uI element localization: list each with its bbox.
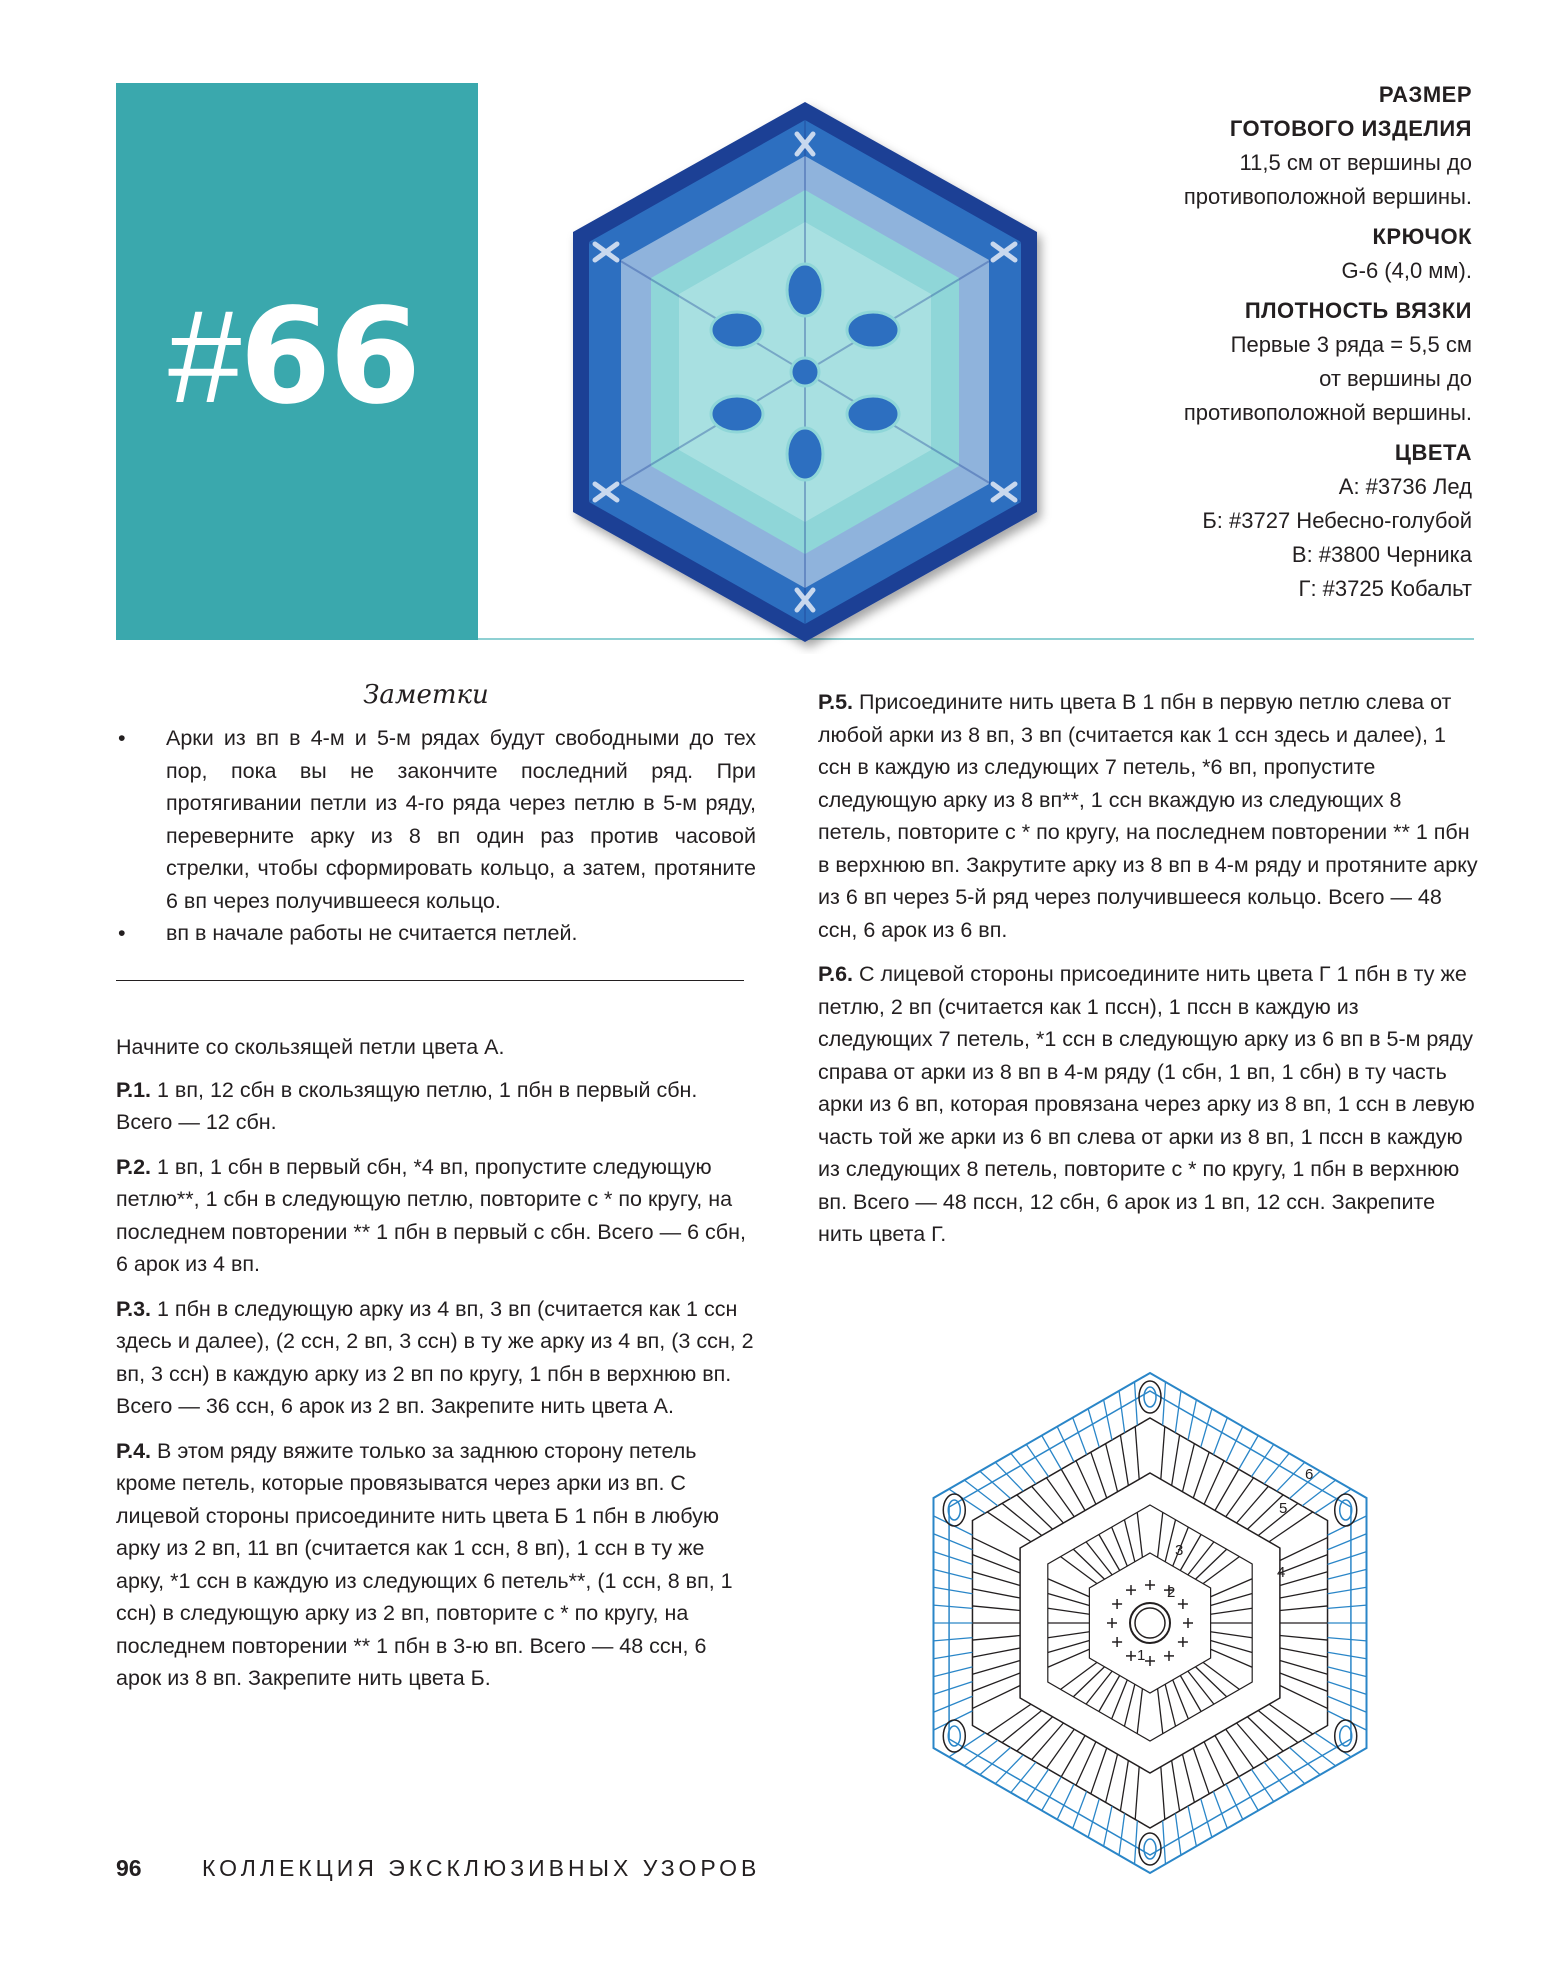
row-label: 2 — [1167, 1584, 1176, 1601]
spec-value-colors: А: #3736 Лед Б: #3727 Небесно-голубой В: #3800 Черника Г: #3725 Кобальт — [1202, 474, 1472, 601]
row-label: 5 — [1279, 1500, 1288, 1517]
right-column — [818, 686, 1478, 1263]
pattern-specs — [1002, 78, 1472, 606]
intro-text: Начните со скользящей петли цвета А. — [116, 1035, 505, 1059]
pattern-number: #66 — [168, 280, 420, 434]
crochet-chart-diagram — [905, 1355, 1395, 1890]
row-instruction: Р.6. С лицевой стороны присоедините нить цвета Г 1 пбн в ту же петлю, 2 вп (считается как 1 пссн), 1 пссн в каждую из следующих 7 петель, *1 ссн в следующую арку из 6 вп в 5-м ряду справа от арки из 8 вп в 4-м ряду (1 сбн, 1 вп, 1 сбн) в ту часть арки из 6 вп, которая провязана через арку из 8 вп, 1 ссн в левую часть той же арки из 6 вп слева от арки из 8 вп, 1 пссн в каждую из следующих 8 петель, повторите с * по кругу, 1 пбн в верхнюю вп. Всего — 48 пссн, 12 сбн, 6 арок из 1 вп, 12 ссн. Закрепите нить цвета Г. — [818, 962, 1475, 1246]
spec-value-hook: G-6 (4,0 мм). — [1341, 258, 1472, 283]
spec-heading-gauge: ПЛОТНОСТЬ ВЯЗКИ — [1244, 298, 1472, 323]
notes-title: Заметки — [363, 680, 489, 710]
note-item: • Арки из вп в 4-м и 5-м рядах будут свободными до тех пор, пока вы не закончите последний ряд. При протягивании петли из 4-го ряда через петлю в 5-м ряду, переверните арку из 8 вп один раз против часовой стрелки, чтобы сформировать кольцо, а затем, протяните 6 вп через получившееся кольцо. — [118, 726, 756, 913]
spec-heading-size: РАЗМЕР ГОТОВОГО ИЗДЕЛИЯ — [1229, 82, 1472, 141]
spec-heading-colors: ЦВЕТА — [1394, 440, 1472, 465]
notes-list — [116, 722, 756, 950]
page-number: 96 — [116, 1855, 142, 1881]
notes-divider — [116, 980, 744, 982]
book-title: КОЛЛЕКЦИЯ ЭКСКЛЮЗИВНЫХ УЗОРОВ — [201, 1855, 761, 1881]
row-instruction: Р.2. 1 вп, 1 сбн в первый сбн, *4 вп, пропустите следующую петлю**, 1 сбн в следующую петлю, повторите с * по кругу, на последнем повторении ** 1 пбн в первый с сбн. Всего — 6 сбн, 6 арок из 4 вп. — [116, 1154, 746, 1276]
left-column — [116, 680, 756, 1707]
spec-value-size: 11,5 см от вершины до противоположной вершины. — [1183, 150, 1472, 209]
row-instruction: Р.5. Присоедините нить цвета В 1 пбн в первую петлю слева от любой арки из 8 вп, 3 вп (считается как 1 ссн здесь и далее), 1 ссн в каждую из следующих 7 петель, *6 вп, пропустите следующую арку из 8 вп**, 1 ссн вкаждую из следующих 8 петель, повторите с * по кругу, на последнем повторении ** 1 пбн в верхнюю вп. Закрутите арку из 8 вп в 4-м ряду и протяните арку из 6 вп через 5-й ряд через получившееся кольцо. Всего — 48 ссн, 6 арок из 6 вп. — [818, 690, 1478, 942]
spec-value-gauge: Первые 3 ряда = 5,5 см от вершины до противоположной вершины. — [1183, 332, 1472, 425]
row-label: 4 — [1277, 1564, 1286, 1581]
row-instruction: Р.4. В этом ряду вяжите только за заднюю сторону петель кроме петель, которые провязыватся через арки из вп. С лицевой стороны присоедините нить цвета Б 1 пбн в любую арку из 2 вп, 11 вп (считается как 1 ссн, 8 вп), 1 ссн в ту же арку, *1 ссн в каждую из следующих 6 петель**, (1 ссн, 8 вп, 1 ссн) в следующую арку из 2 вп, повторите с * по кругу, на последнем повторении ** 1 пбн в 3-ю вп. Всего — 48 ссн, 6 арок из 8 вп. Закрепите нить цвета Б. — [116, 1438, 733, 1690]
row-label: 3 — [1175, 1542, 1184, 1559]
row-label: 1 — [1137, 1647, 1146, 1664]
row-instruction: Р.1. 1 вп, 12 сбн в скользящую петлю, 1 пбн в первый сбн. Всего — 12 сбн. — [116, 1077, 698, 1134]
note-item: • вп в начале работы не считается петлей. — [118, 921, 578, 945]
page-footer — [116, 1855, 760, 1882]
spec-heading-hook: КРЮЧОК — [1372, 224, 1472, 249]
row-label: 6 — [1305, 1466, 1314, 1483]
row-instruction: Р.3. 1 пбн в следующую арку из 4 вп, 3 вп (считается как 1 ссн здесь и далее), (2 ссн, 2 вп, 3 ссн) в ту же арку из 4 вп, (3 ссн, 2 вп, 3 ссн) в каждую арку из 2 вп по кругу, 1 пбн в верхнюю вп. Всего — 36 ссн, 6 арок из 2 вп. Закрепите нить цвета А. — [116, 1296, 754, 1418]
